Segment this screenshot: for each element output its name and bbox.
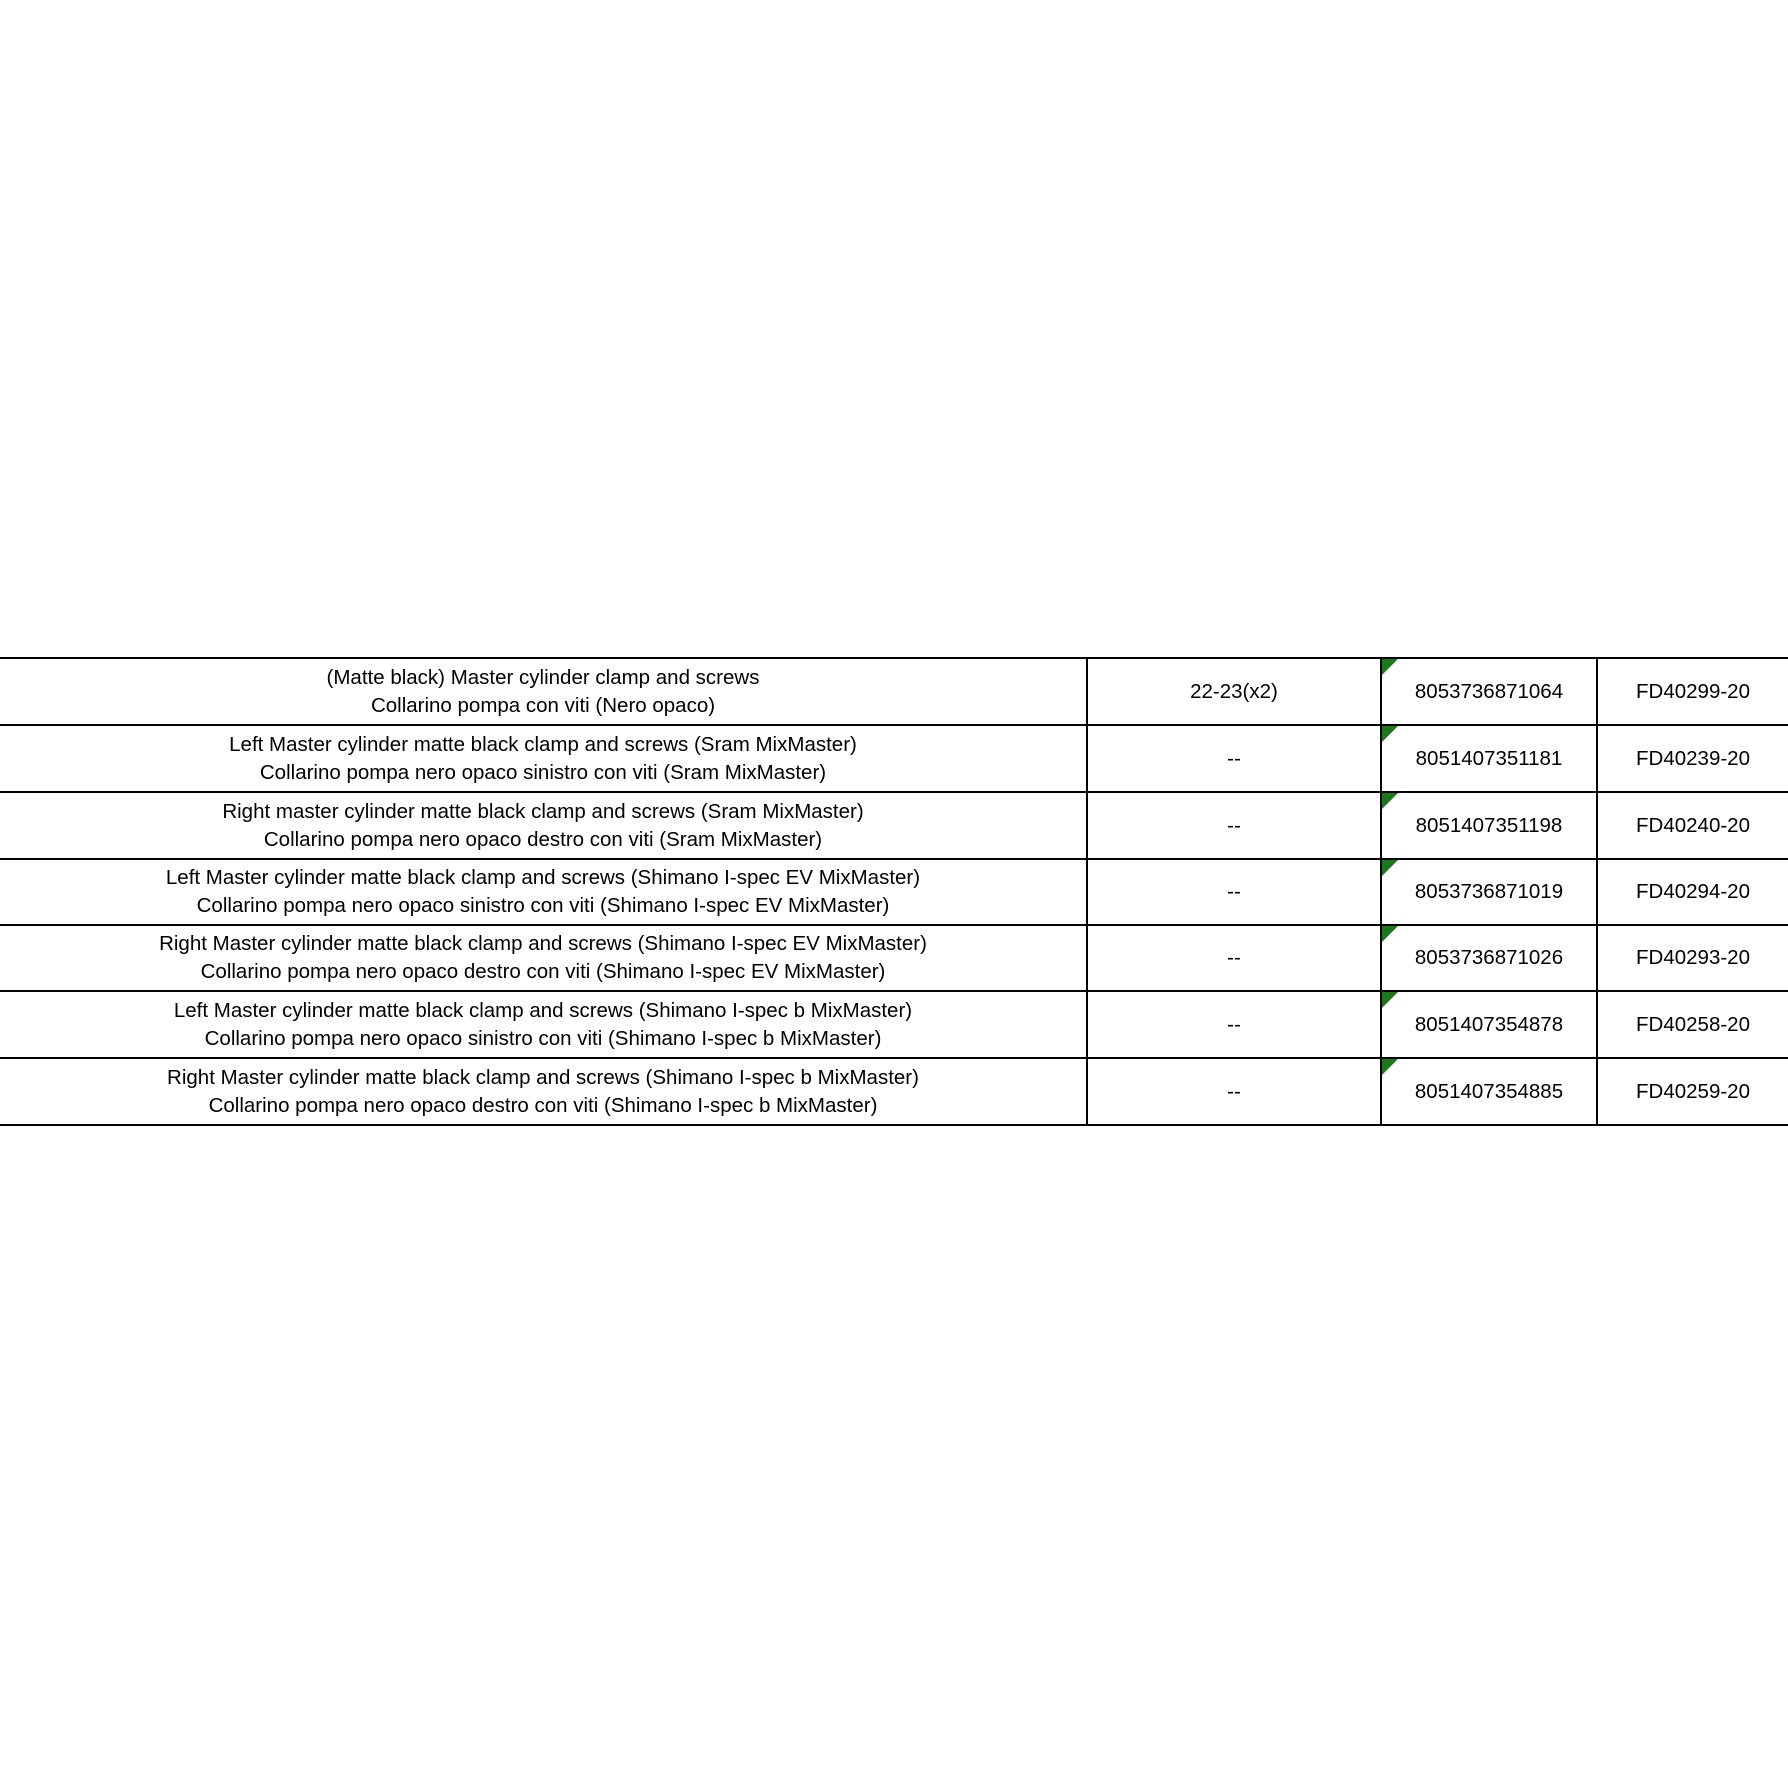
corner-marker-icon [1382, 992, 1398, 1008]
corner-marker-icon [1382, 793, 1398, 809]
reference-cell: -- [1087, 725, 1381, 792]
table-row [0, 859, 1788, 925]
parts-table [0, 657, 1788, 1126]
description-it: Collarino pompa nero opaco destro con viti (Shimano I-spec b MixMaster) [208, 1093, 878, 1117]
ean-cell [1381, 925, 1597, 991]
reference-cell: -- [1087, 1058, 1381, 1125]
description-en: Right Master cylinder matte black clamp and screws (Shimano I-spec b MixMaster) [167, 1065, 919, 1089]
product-code-cell: FD40239-20 [1597, 725, 1788, 792]
ean-cell [1381, 725, 1597, 792]
description-cell [0, 859, 1087, 925]
description-it: Collarino pompa nero opaco sinistro con viti (Sram MixMaster) [259, 760, 827, 784]
product-code-cell: FD40299-20 [1597, 658, 1788, 725]
ean-value: 8051407351198 [1415, 813, 1563, 837]
description-en: Right Master cylinder matte black clamp and screws (Shimano I-spec EV MixMaster) [159, 932, 927, 955]
description-it: Collarino pompa con viti (Nero opaco) [370, 693, 716, 717]
description-en: Left Master cylinder matte black clamp and screws (Shimano I-spec EV MixMaster) [165, 866, 921, 889]
ean-value: 8051407351181 [1415, 746, 1563, 770]
table-row [0, 1058, 1788, 1125]
ean-cell [1381, 792, 1597, 859]
description-cell [0, 1058, 1087, 1125]
corner-marker-icon [1382, 659, 1398, 675]
description-cell [0, 792, 1087, 859]
table-row [0, 792, 1788, 859]
reference-cell: -- [1087, 792, 1381, 859]
description-en: Left Master cylinder matte black clamp and screws (Shimano I-spec b MixMaster) [173, 998, 913, 1022]
ean-value: 8053736871026 [1414, 946, 1564, 969]
product-code-cell: FD40240-20 [1597, 792, 1788, 859]
description-en: Right master cylinder matte black clamp and screws (Sram MixMaster) [222, 799, 864, 823]
product-code-cell: FD40293-20 [1597, 925, 1788, 991]
description-cell [0, 658, 1087, 725]
table-row [0, 991, 1788, 1058]
reference-cell: -- [1087, 991, 1381, 1058]
corner-marker-icon [1382, 1059, 1398, 1075]
description-it: Collarino pompa nero opaco destro con viti (Sram MixMaster) [263, 827, 823, 851]
ean-cell [1381, 658, 1597, 725]
ean-value: 8051407354878 [1414, 1012, 1564, 1036]
table-row [0, 658, 1788, 725]
ean-cell [1381, 1058, 1597, 1125]
reference-cell: -- [1087, 859, 1381, 925]
corner-marker-icon [1382, 926, 1398, 942]
corner-marker-icon [1382, 726, 1398, 742]
table-row [0, 725, 1788, 792]
ean-value: 8053736871064 [1414, 679, 1564, 703]
description-en: Left Master cylinder matte black clamp and screws (Sram MixMaster) [229, 732, 857, 756]
reference-cell: -- [1087, 925, 1381, 991]
ean-cell [1381, 859, 1597, 925]
description-cell [0, 725, 1087, 792]
product-code-cell: FD40258-20 [1597, 991, 1788, 1058]
description-it: Collarino pompa nero opaco sinistro con viti (Shimano I-spec EV MixMaster) [196, 894, 890, 917]
ean-cell [1381, 991, 1597, 1058]
description-cell [0, 925, 1087, 991]
reference-cell: 22-23(x2) [1087, 658, 1381, 725]
description-en: (Matte black) Master cylinder clamp and screws [326, 665, 760, 689]
ean-value: 8053736871019 [1414, 880, 1564, 903]
table-row [0, 925, 1788, 991]
product-code-cell: FD40259-20 [1597, 1058, 1788, 1125]
product-code-cell: FD40294-20 [1597, 859, 1788, 925]
corner-marker-icon [1382, 860, 1398, 876]
description-cell [0, 991, 1087, 1058]
description-it: Collarino pompa nero opaco destro con viti (Shimano I-spec EV MixMaster) [200, 960, 886, 983]
description-it: Collarino pompa nero opaco sinistro con viti (Shimano I-spec b MixMaster) [204, 1026, 882, 1050]
ean-value: 8051407354885 [1414, 1079, 1564, 1103]
